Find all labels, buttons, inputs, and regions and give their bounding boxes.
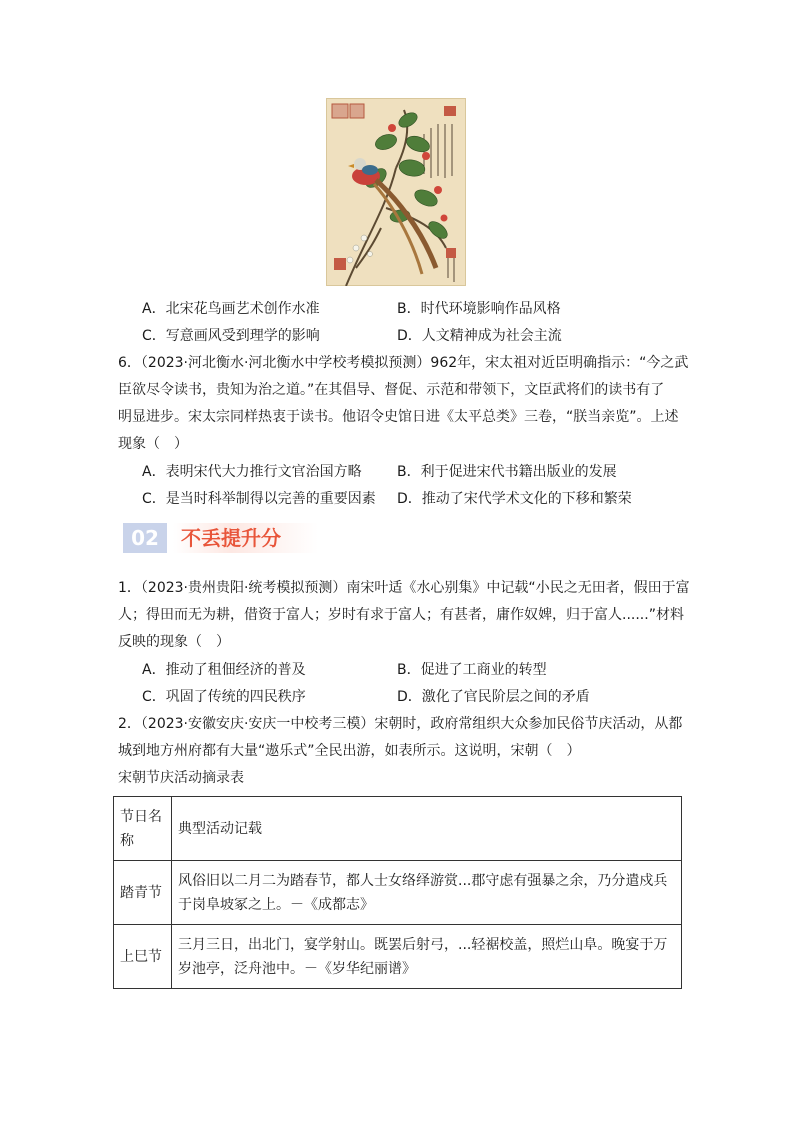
s2q1-stem-line-2: 人；得田而无为耕，借资于富人；岁时有求于富人；有甚者，庸作奴婢，归于富人......”材料 [118,607,684,623]
q6-option-d: D．推动了宋代学术文化的下移和繁荣 [397,491,632,507]
q5-option-a: A．北宋花鸟画艺术创作水准 [142,301,320,317]
q5-option-d: D．人文精神成为社会主流 [397,328,562,344]
s2q1-option-a: A．推动了租佃经济的普及 [142,662,306,678]
q6-stem-line-2: 臣欲尽令读书，贵知为治之道。”在其倡导、督促、示范和带领下，文臣武将们的读书有了 [118,382,665,398]
q6-stem-line-4: 现象（ ） [118,436,188,452]
table-cell-record: 三月三日，出北门，宴学射山。既罢后射弓，...轻裾校盖，照烂山阜。晚宴于万岁池亭，泛舟池中。－《岁华纪丽谱》 [172,925,682,989]
table-cell-festival: 上巳节 [114,925,172,989]
s2q1-option-c: C．巩固了传统的四民秩序 [142,689,306,705]
q5-option-b: B．时代环境影响作品风格 [397,301,561,317]
table-caption: 宋朝节庆活动摘录表 [118,770,244,786]
q6-stem-line-3: 明显进步。宋太宗同样热衷于读书。他诏令史馆日进《太平总类》三卷，“朕当亲览”。上述 [118,409,679,425]
festival-table [113,796,682,989]
s2q2-stem-line-1: 2．（2023·安徽安庆·安庆一中校考三模）宋朝时，政府常组织大众参加民俗节庆活动，从都 [118,716,683,732]
q5-option-c: C．写意画风受到理学的影响 [142,328,320,344]
q6-option-a: A．表明宋代大力推行文官治国方略 [142,464,362,480]
section-number: 02 [123,523,167,553]
table-cell-record: 风俗旧以二月二为踏春节，都人士女络绎游赏...郡守虑有强暴之余，乃分遣戍兵于岗阜坡冢之上。－《成都志》 [172,861,682,925]
table-row [114,925,682,989]
q6-stem-line-1: 6．（2023·河北衡水·河北衡水中学校考模拟预测）962年，宋太祖对近臣明确指示：“今之武 [118,355,689,371]
table-header-festival: 节日名称 [114,797,172,861]
table-header-row [114,797,682,861]
s2q1-stem-line-3: 反映的现象（ ） [118,634,230,650]
s2q1-stem-line-1: 1．（2023·贵州贵阳·统考模拟预测）南宋叶适《水心别集》中记载“小民之无田者，假田于富 [118,580,690,596]
bird-flower-painting [326,98,466,286]
s2q2-stem-line-2: 城到地方州府都有大量“遨乐式”全民出游，如表所示。这说明，宋朝（ ） [118,743,581,759]
table-cell-festival: 踏青节 [114,861,172,925]
q6-option-c: C．是当时科举制得以完善的重要因素 [142,491,376,507]
s2q1-option-b: B．促进了工商业的转型 [397,662,547,678]
q6-option-b: B．利于促进宋代书籍出版业的发展 [397,464,617,480]
table-header-record: 典型活动记载 [172,797,682,861]
painting-illustration [326,98,466,286]
section-title: 不丢提升分 [173,523,318,553]
table-row [114,861,682,925]
section-header [123,523,318,553]
s2q1-option-d: D．激化了官民阶层之间的矛盾 [397,689,590,705]
